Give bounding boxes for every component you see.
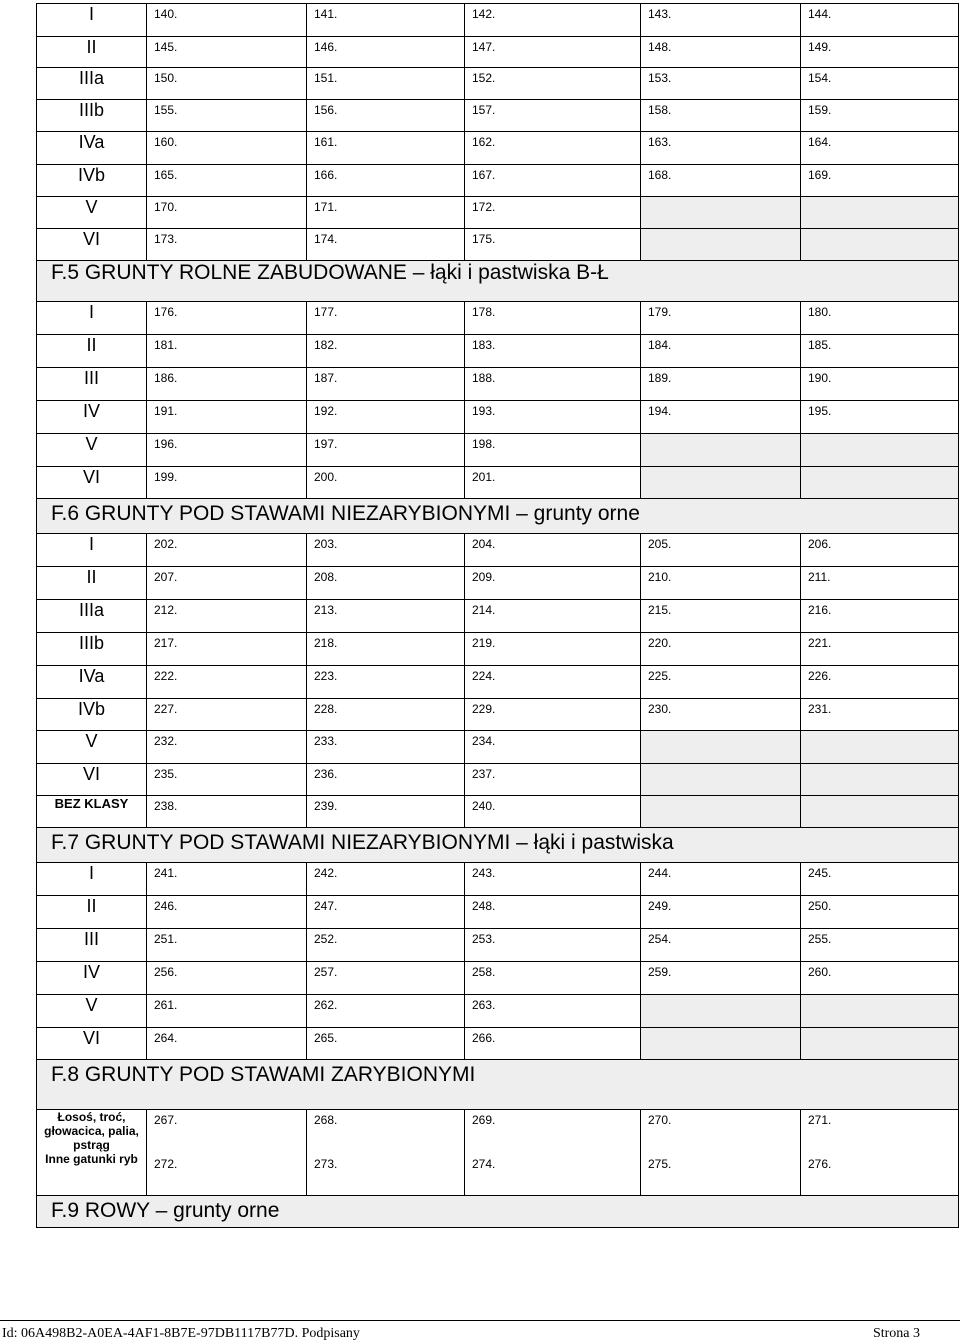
entry-cell[interactable]: 247. [307, 896, 465, 929]
entry-value[interactable]: 273. [314, 1157, 338, 1171]
class-label: IVa [37, 132, 147, 165]
empty-cell [641, 796, 801, 828]
table-row [37, 229, 959, 261]
table-row [37, 896, 959, 929]
entry-cell[interactable]: 222. [147, 666, 307, 699]
table-row [37, 165, 959, 197]
entry-cell[interactable]: 213. [307, 600, 465, 633]
entry-cell[interactable]: 237. [465, 764, 641, 796]
entry-cell[interactable]: 246. [147, 896, 307, 929]
table-row [37, 731, 959, 764]
entry-cell[interactable]: 251. [147, 929, 307, 962]
class-label: IIIb [37, 633, 147, 666]
entry-cell[interactable]: 225. [641, 666, 801, 699]
entry-cell-pair[interactable] [465, 1110, 641, 1196]
page-footer [0, 1320, 960, 1344]
entry-cell[interactable]: 175. [465, 229, 641, 261]
entry-cell[interactable]: 218. [307, 633, 465, 666]
table-row [37, 100, 959, 132]
table-row [37, 600, 959, 633]
entry-cell[interactable]: 194. [641, 401, 801, 434]
entry-value[interactable]: 272. [154, 1157, 178, 1171]
entry-cell[interactable]: 153. [641, 68, 801, 100]
section-header-row [37, 261, 959, 302]
entry-cell[interactable]: 266. [465, 1028, 641, 1060]
empty-cell [641, 229, 801, 261]
entry-cell[interactable]: 254. [641, 929, 801, 962]
section-title: F.7 GRUNTY POD STAWAMI NIEZARYBIONYMI – łąki i pastwiska [37, 828, 959, 863]
table-row [37, 335, 959, 368]
entry-cell[interactable]: 206. [801, 534, 959, 567]
entry-cell[interactable]: 163. [641, 132, 801, 165]
entry-cell[interactable]: 249. [641, 896, 801, 929]
entry-cell[interactable]: 216. [801, 600, 959, 633]
fish-row [37, 1110, 959, 1196]
entry-cell[interactable]: 191. [147, 401, 307, 434]
table-row [37, 962, 959, 995]
entry-cell[interactable]: 202. [147, 534, 307, 567]
entry-cell[interactable]: 212. [147, 600, 307, 633]
entry-cell[interactable]: 192. [307, 401, 465, 434]
table-row [37, 4, 959, 37]
entry-cell[interactable]: 260. [801, 962, 959, 995]
entry-cell[interactable]: 242. [307, 863, 465, 896]
table-row [37, 467, 959, 499]
entry-cell[interactable]: 180. [801, 302, 959, 335]
class-label: BEZ KLASY [37, 796, 147, 828]
section-title: F.5 GRUNTY ROLNE ZABUDOWANE – łąki i pastwiska B-Ł [37, 261, 959, 302]
entry-cell[interactable]: 147. [465, 37, 641, 68]
entry-cell[interactable]: 189. [641, 368, 801, 401]
empty-cell [801, 731, 959, 764]
class-label: IVb [37, 165, 147, 197]
entry-cell[interactable]: 174. [307, 229, 465, 261]
entry-cell[interactable]: 169. [801, 165, 959, 197]
entry-cell[interactable]: 177. [307, 302, 465, 335]
entry-cell[interactable]: 144. [801, 4, 959, 37]
entry-value[interactable]: 270. [648, 1113, 672, 1127]
class-label: V [37, 731, 147, 764]
entry-cell[interactable]: 161. [307, 132, 465, 165]
class-label: I [37, 863, 147, 896]
table-row [37, 567, 959, 600]
entry-cell[interactable]: 195. [801, 401, 959, 434]
entry-cell[interactable]: 158. [641, 100, 801, 132]
entry-cell[interactable]: 183. [465, 335, 641, 368]
entry-value[interactable]: 275. [648, 1157, 672, 1171]
entry-cell[interactable]: 148. [641, 37, 801, 68]
entry-cell[interactable]: 235. [147, 764, 307, 796]
entry-cell[interactable]: 257. [307, 962, 465, 995]
empty-cell [641, 197, 801, 229]
entry-cell[interactable]: 168. [641, 165, 801, 197]
entry-cell[interactable]: 248. [465, 896, 641, 929]
table-row [37, 666, 959, 699]
entry-value[interactable]: 271. [808, 1113, 832, 1127]
entry-cell[interactable]: 145. [147, 37, 307, 68]
entry-cell[interactable]: 231. [801, 699, 959, 731]
class-label: I [37, 302, 147, 335]
table-row [37, 434, 959, 467]
class-label: V [37, 995, 147, 1028]
entry-cell[interactable]: 258. [465, 962, 641, 995]
table-row [37, 1028, 959, 1060]
entry-cell[interactable]: 157. [465, 100, 641, 132]
entry-cell[interactable]: 170. [147, 197, 307, 229]
entry-cell[interactable]: 181. [147, 335, 307, 368]
entry-cell[interactable]: 241. [147, 863, 307, 896]
entry-cell[interactable]: 198. [465, 434, 641, 467]
entry-cell-pair[interactable] [801, 1110, 959, 1196]
table-row [37, 534, 959, 567]
table-row [37, 699, 959, 731]
entry-cell-pair[interactable] [641, 1110, 801, 1196]
entry-cell[interactable]: 255. [801, 929, 959, 962]
entry-cell[interactable]: 199. [147, 467, 307, 499]
class-label: V [37, 434, 147, 467]
entry-cell[interactable]: 224. [465, 666, 641, 699]
class-label: IVa [37, 666, 147, 699]
class-label: II [37, 896, 147, 929]
empty-cell [801, 1028, 959, 1060]
class-label: III [37, 929, 147, 962]
entry-cell[interactable]: 193. [465, 401, 641, 434]
entry-cell[interactable]: 243. [465, 863, 641, 896]
entry-cell[interactable]: 220. [641, 633, 801, 666]
entry-cell[interactable]: 182. [307, 335, 465, 368]
entry-cell[interactable]: 204. [465, 534, 641, 567]
class-label: VI [37, 229, 147, 261]
table-row [37, 764, 959, 796]
empty-cell [801, 434, 959, 467]
entry-cell[interactable]: 197. [307, 434, 465, 467]
entry-cell[interactable]: 141. [307, 4, 465, 37]
entry-cell[interactable]: 154. [801, 68, 959, 100]
entry-value[interactable]: 268. [314, 1113, 338, 1127]
entry-cell[interactable]: 214. [465, 600, 641, 633]
empty-cell [801, 995, 959, 1028]
entry-cell[interactable]: 162. [465, 132, 641, 165]
section-title: F.6 GRUNTY POD STAWAMI NIEZARYBIONYMI – grunty orne [37, 499, 959, 534]
section-header-row [37, 499, 959, 534]
entry-cell[interactable]: 256. [147, 962, 307, 995]
entry-cell[interactable]: 262. [307, 995, 465, 1028]
class-label: IVb [37, 699, 147, 731]
document-id: Id: 06A498B2-A0EA-4AF1-8B7E-97DB1117B77D. Podpisany [2, 1326, 360, 1341]
entry-cell[interactable]: 232. [147, 731, 307, 764]
empty-cell [801, 764, 959, 796]
entry-cell[interactable]: 176. [147, 302, 307, 335]
entry-cell[interactable]: 240. [465, 796, 641, 828]
entry-cell[interactable]: 179. [641, 302, 801, 335]
class-label: VI [37, 764, 147, 796]
table-row [37, 796, 959, 828]
entry-cell[interactable]: 166. [307, 165, 465, 197]
fish-label-salmonids: Łosoś, troć, głowacica, palia, pstrąg [44, 1110, 139, 1152]
table-row [37, 633, 959, 666]
class-label: IIIa [37, 600, 147, 633]
class-label: IV [37, 401, 147, 434]
entry-cell[interactable]: 142. [465, 4, 641, 37]
entry-cell[interactable]: 164. [801, 132, 959, 165]
entry-cell[interactable]: 261. [147, 995, 307, 1028]
entry-cell[interactable]: 205. [641, 534, 801, 567]
empty-cell [801, 467, 959, 499]
entry-cell[interactable]: 171. [307, 197, 465, 229]
entry-value[interactable]: 267. [154, 1113, 178, 1127]
table-row [37, 401, 959, 434]
entry-cell[interactable]: 239. [307, 796, 465, 828]
entry-cell[interactable]: 196. [147, 434, 307, 467]
entry-cell[interactable]: 159. [801, 100, 959, 132]
table-row [37, 995, 959, 1028]
fish-label-other: Inne gatunki ryb [45, 1152, 138, 1166]
entry-cell[interactable]: 149. [801, 37, 959, 68]
class-label: IV [37, 962, 147, 995]
entry-cell[interactable]: 233. [307, 731, 465, 764]
entry-cell[interactable]: 150. [147, 68, 307, 100]
class-label: II [37, 335, 147, 368]
entry-cell[interactable]: 221. [801, 633, 959, 666]
entry-cell[interactable]: 234. [465, 731, 641, 764]
empty-cell [641, 764, 801, 796]
empty-cell [641, 995, 801, 1028]
empty-cell [641, 731, 801, 764]
entry-cell[interactable]: 226. [801, 666, 959, 699]
empty-cell [641, 434, 801, 467]
entry-cell[interactable]: 190. [801, 368, 959, 401]
entry-cell-pair[interactable] [307, 1110, 465, 1196]
entry-cell[interactable]: 172. [465, 197, 641, 229]
entry-cell[interactable]: 165. [147, 165, 307, 197]
class-label: II [37, 567, 147, 600]
entry-cell[interactable]: 178. [465, 302, 641, 335]
entry-cell[interactable]: 143. [641, 4, 801, 37]
entry-cell[interactable]: 250. [801, 896, 959, 929]
entry-cell[interactable]: 236. [307, 764, 465, 796]
entry-cell[interactable]: 215. [641, 600, 801, 633]
table-row [37, 68, 959, 100]
section-title: F.9 ROWY – grunty orne [37, 1196, 959, 1228]
entry-cell[interactable]: 186. [147, 368, 307, 401]
entry-cell[interactable]: 201. [465, 467, 641, 499]
entry-value[interactable]: 276. [808, 1157, 832, 1171]
section-header-row [37, 1060, 959, 1110]
entry-cell[interactable]: 210. [641, 567, 801, 600]
entry-cell[interactable]: 160. [147, 132, 307, 165]
section-header-row [37, 1196, 959, 1228]
table-row [37, 132, 959, 165]
page-number: Strona 3 [872, 1326, 920, 1341]
entry-cell[interactable]: 185. [801, 335, 959, 368]
entry-cell[interactable]: 200. [307, 467, 465, 499]
entry-cell[interactable]: 152. [465, 68, 641, 100]
entry-cell[interactable]: 167. [465, 165, 641, 197]
entry-cell[interactable]: 151. [307, 68, 465, 100]
entry-cell[interactable]: 259. [641, 962, 801, 995]
entry-cell[interactable]: 228. [307, 699, 465, 731]
entry-cell[interactable]: 184. [641, 335, 801, 368]
entry-cell[interactable]: 265. [307, 1028, 465, 1060]
entry-cell[interactable]: 253. [465, 929, 641, 962]
entry-cell[interactable]: 207. [147, 567, 307, 600]
class-label: IIIb [37, 100, 147, 132]
entry-cell[interactable]: 244. [641, 863, 801, 896]
table-row [37, 197, 959, 229]
entry-cell[interactable]: 217. [147, 633, 307, 666]
entry-cell[interactable]: 146. [307, 37, 465, 68]
entry-cell[interactable]: 209. [465, 567, 641, 600]
entry-cell[interactable]: 229. [465, 699, 641, 731]
entry-cell[interactable]: 211. [801, 567, 959, 600]
table-row [37, 863, 959, 896]
table-row [37, 368, 959, 401]
entry-cell[interactable]: 203. [307, 534, 465, 567]
section-header-row [37, 828, 959, 863]
class-label: III [37, 368, 147, 401]
entry-cell[interactable]: 219. [465, 633, 641, 666]
entry-cell[interactable]: 223. [307, 666, 465, 699]
fish-species-labels [37, 1110, 147, 1196]
entry-cell[interactable]: 264. [147, 1028, 307, 1060]
class-label: V [37, 197, 147, 229]
entry-cell[interactable]: 140. [147, 4, 307, 37]
class-label: I [37, 4, 147, 37]
entry-value[interactable]: 274. [472, 1157, 496, 1171]
entry-cell[interactable]: 245. [801, 863, 959, 896]
table-row [37, 929, 959, 962]
entry-value[interactable]: 269. [472, 1113, 496, 1127]
entry-cell[interactable]: 155. [147, 100, 307, 132]
entry-cell[interactable]: 187. [307, 368, 465, 401]
class-label: I [37, 534, 147, 567]
entry-cell[interactable]: 252. [307, 929, 465, 962]
entry-cell[interactable]: 263. [465, 995, 641, 1028]
entry-cell[interactable]: 208. [307, 567, 465, 600]
class-label: VI [37, 1028, 147, 1060]
entry-cell[interactable]: 156. [307, 100, 465, 132]
section-title: F.8 GRUNTY POD STAWAMI ZARYBIONYMI [37, 1060, 959, 1110]
table-row [37, 37, 959, 68]
form-table [36, 3, 959, 1228]
empty-cell [801, 197, 959, 229]
entry-cell[interactable]: 230. [641, 699, 801, 731]
entry-cell[interactable]: 238. [147, 796, 307, 828]
entry-cell-pair[interactable] [147, 1110, 307, 1196]
entry-cell[interactable]: 188. [465, 368, 641, 401]
empty-cell [641, 467, 801, 499]
entry-cell[interactable]: 227. [147, 699, 307, 731]
empty-cell [801, 229, 959, 261]
class-label: VI [37, 467, 147, 499]
entry-cell[interactable]: 173. [147, 229, 307, 261]
class-label: IIIa [37, 68, 147, 100]
table-row [37, 302, 959, 335]
empty-cell [641, 1028, 801, 1060]
class-label: II [37, 37, 147, 68]
empty-cell [801, 796, 959, 828]
